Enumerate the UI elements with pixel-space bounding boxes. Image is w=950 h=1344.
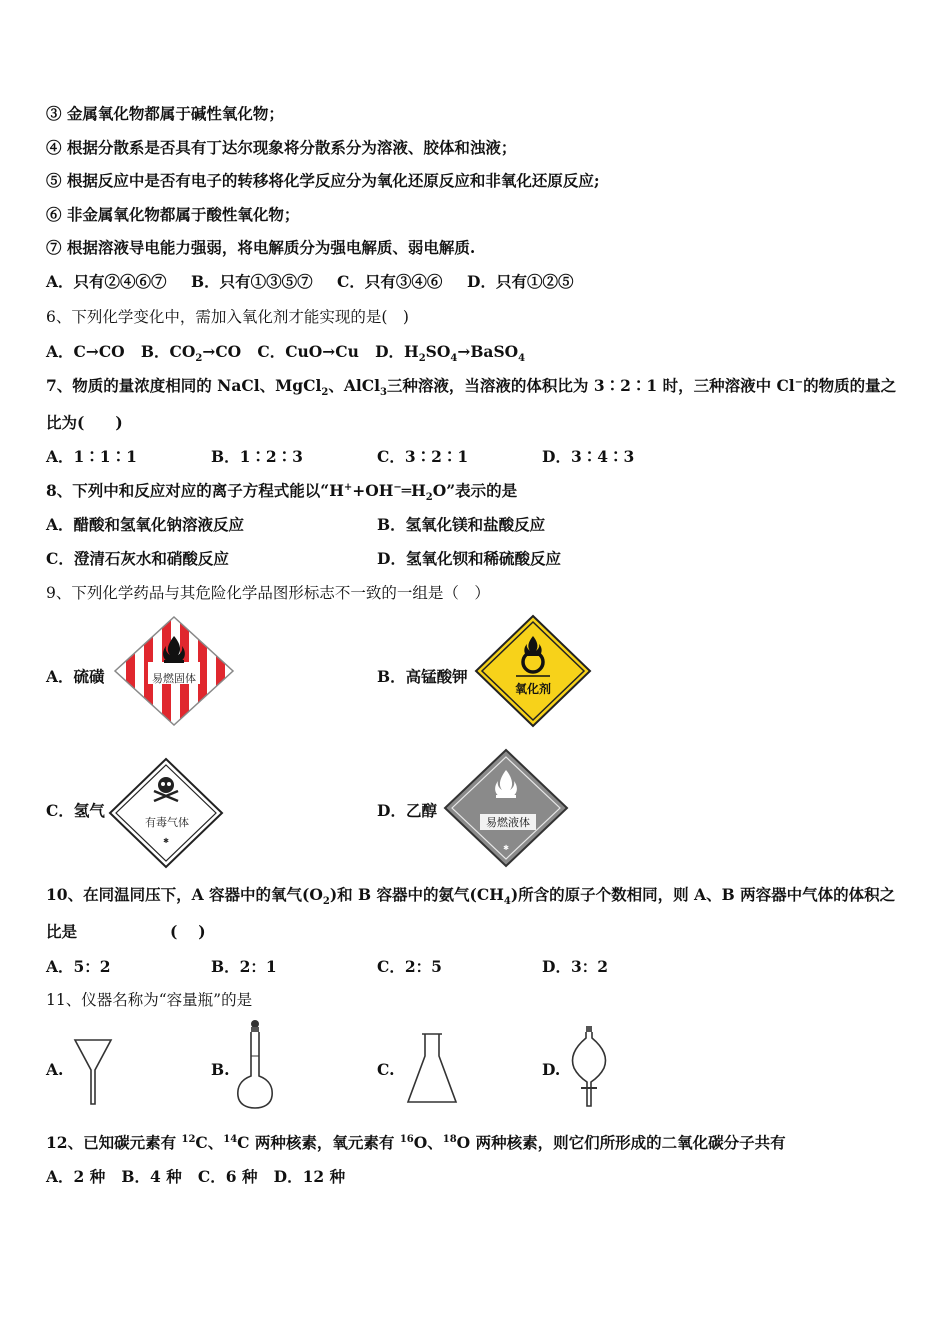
statement-6: ⑥ 非金属氧化物都属于酸性氧化物； (46, 205, 300, 224)
sign-label-d: 易燃液体 (480, 814, 536, 830)
q7-stem-b: 、AlCl (328, 376, 380, 395)
q7-stem-c: 三种溶液，当溶液的体积比为 3∶2∶1 时，三种溶液中 Cl (386, 376, 795, 395)
statement-7: ⑦ 根据溶液导电能力强弱，将电解质分为强电解质、弱电解质. (46, 238, 476, 257)
q12-option-c: C．6 种 (197, 1167, 258, 1186)
q8-option-a: A．醋酸和氢氧化钠溶液反应 (46, 515, 245, 534)
q8-sup: + (343, 481, 353, 493)
q6-sub: 4 (450, 353, 458, 365)
q8-stem-c: ═H (401, 481, 426, 500)
oxidizer-sign-icon (474, 614, 592, 728)
sign-label-c: 有毒气体 (145, 816, 189, 829)
q6-options (46, 340, 525, 364)
statement-4: ④ 根据分散系是否具有丁达尔现象将分散系分为溶液、胶体和浊液； (46, 138, 517, 157)
sign-label-b: 氧化剂 (514, 682, 551, 696)
q6-option-d-tail: →BaSO (457, 342, 519, 361)
separatory-funnel-icon (566, 1022, 612, 1110)
q12-sup: 16 (399, 1133, 414, 1145)
q12-option-b: B．4 种 (121, 1167, 182, 1186)
q9-option-b: B．高锰酸钾 (377, 667, 468, 686)
q8-sup: − (393, 481, 402, 493)
q10-stem-b: )和 B 容器中的氨气(CH (329, 885, 504, 904)
q11-option-b: B. (211, 1060, 230, 1079)
q7-stem (46, 374, 896, 398)
volumetric-flask-icon (234, 1018, 276, 1110)
q8-stem-a: 8、下列中和反应对应的离子方程式能以“H (46, 481, 344, 500)
q12-stem-b: C、 (195, 1133, 224, 1152)
q10-stem (46, 883, 895, 907)
q6-option-d-text: D．H (375, 342, 419, 361)
q8-option-d: D．氢氧化钡和稀硫酸反应 (377, 549, 561, 568)
svg-text:✱: ✱ (503, 844, 509, 852)
q6-stem: 6、下列化学变化中，需加入氧化剂才能实现的是( ) (46, 308, 409, 326)
q10-option-a: A．5：2 (46, 957, 111, 976)
q10-stem-a: 10、在同温同压下，A 容器中的氧气(O (46, 885, 323, 904)
q12-stem-e: O 两种核素，则它们所形成的二氧化碳分子共有 (456, 1133, 786, 1152)
q11-stem: 11、仪器名称为“容量瓶”的是 (46, 991, 253, 1009)
q7-stem-a: 7、物质的量浓度相同的 NaCl、MgCl (46, 376, 322, 395)
q12-option-a: A．2 种 (46, 1167, 106, 1186)
q8-sub: 2 (425, 492, 433, 504)
q8-option-c: C．澄清石灰水和硝酸反应 (46, 549, 229, 568)
q7-sub: 2 (321, 387, 329, 399)
q12-stem (46, 1131, 786, 1153)
q6-option-d (375, 342, 526, 365)
q12-stem-c: C 两种核素，氧元素有 (237, 1133, 395, 1152)
toxic-gas-sign-icon (108, 757, 224, 869)
q9-option-c: C．氢气 (46, 801, 105, 820)
q5-option-d: D．只有①②⑤ (467, 272, 574, 291)
q12-sup: 18 (442, 1133, 457, 1145)
q12-option-d: D．12 种 (273, 1167, 346, 1186)
q10-option-c: C．2：5 (377, 957, 442, 976)
q6-option-c: C．CuO→Cu (257, 342, 359, 361)
conical-flask-icon (404, 1030, 460, 1108)
sign-label-a: 易燃固体 (152, 672, 196, 685)
q7-sub: 3 (379, 387, 387, 399)
q10-option-d: D．3：2 (542, 957, 609, 976)
q12-sup: 12 (181, 1133, 196, 1145)
q9-option-d: D．乙醇 (377, 801, 437, 820)
q6-sub: 4 (518, 353, 526, 365)
q6-option-a: A．C→CO (46, 342, 125, 361)
q5-option-b: B．只有①③⑤⑦ (191, 272, 313, 291)
q10-sub: 4 (503, 896, 511, 908)
q6-option-b-tail: →CO (202, 342, 242, 361)
q12-options (46, 1165, 345, 1187)
q9-stem: 9、下列化学药品与其危险化学品图形标志不一致的一组是（ ） (46, 584, 490, 602)
q12-stem-d: O、 (413, 1133, 443, 1152)
q7-option-a: A．1∶1∶1 (46, 447, 137, 466)
q10-option-b: B．2：1 (211, 957, 277, 976)
q12-stem-a: 12、已知碳元素有 (46, 1133, 177, 1152)
flammable-liquid-sign-icon (443, 748, 569, 868)
statement-3: ③ 金属氧化物都属于碱性氧化物； (46, 104, 284, 123)
q6-option-d-mid: SO (425, 342, 451, 361)
q7-option-d: D．3∶4∶3 (542, 447, 635, 466)
q8-stem-d: O”表示的是 (432, 481, 518, 500)
q7-stem-d: 的物质的量之 (803, 376, 897, 395)
q7-stem-line2: 比为( ) (46, 413, 123, 432)
q6-sub: 2 (418, 353, 426, 365)
q6-option-b (140, 342, 242, 365)
q8-stem (46, 479, 517, 503)
svg-text:✱: ✱ (163, 837, 169, 845)
q11-option-c: C. (377, 1060, 395, 1079)
q9-option-a: A．硫磺 (46, 667, 105, 686)
q8-option-b: B．氢氧化镁和盐酸反应 (377, 515, 546, 534)
q10-sub: 2 (322, 896, 330, 908)
q7-option-c: C．3∶2∶1 (377, 447, 469, 466)
q10-stem-c: )所含的原子个数相同，则 A、B 两容器中气体的体积之 (510, 885, 896, 904)
funnel-icon (72, 1036, 114, 1108)
q10-stem-line2: 比是 ( ) (46, 922, 206, 941)
q11-option-d: D. (542, 1060, 561, 1079)
q11-option-a: A. (46, 1060, 64, 1079)
q6-option-b-text: B．CO (140, 342, 196, 361)
q7-sup: − (794, 376, 804, 388)
q7-option-b: B．1∶2∶3 (211, 447, 303, 466)
q8-stem-b: +OH (352, 481, 394, 500)
q5-option-a: A．只有②④⑥⑦ (46, 272, 167, 291)
q5-option-c: C．只有③④⑥ (337, 272, 443, 291)
statement-5: ⑤ 根据反应中是否有电子的转移将化学反应分为氧化还原反应和非氧化还原反应; (46, 171, 600, 190)
q6-sub: 2 (195, 353, 203, 365)
q12-sup: 14 (223, 1133, 238, 1145)
